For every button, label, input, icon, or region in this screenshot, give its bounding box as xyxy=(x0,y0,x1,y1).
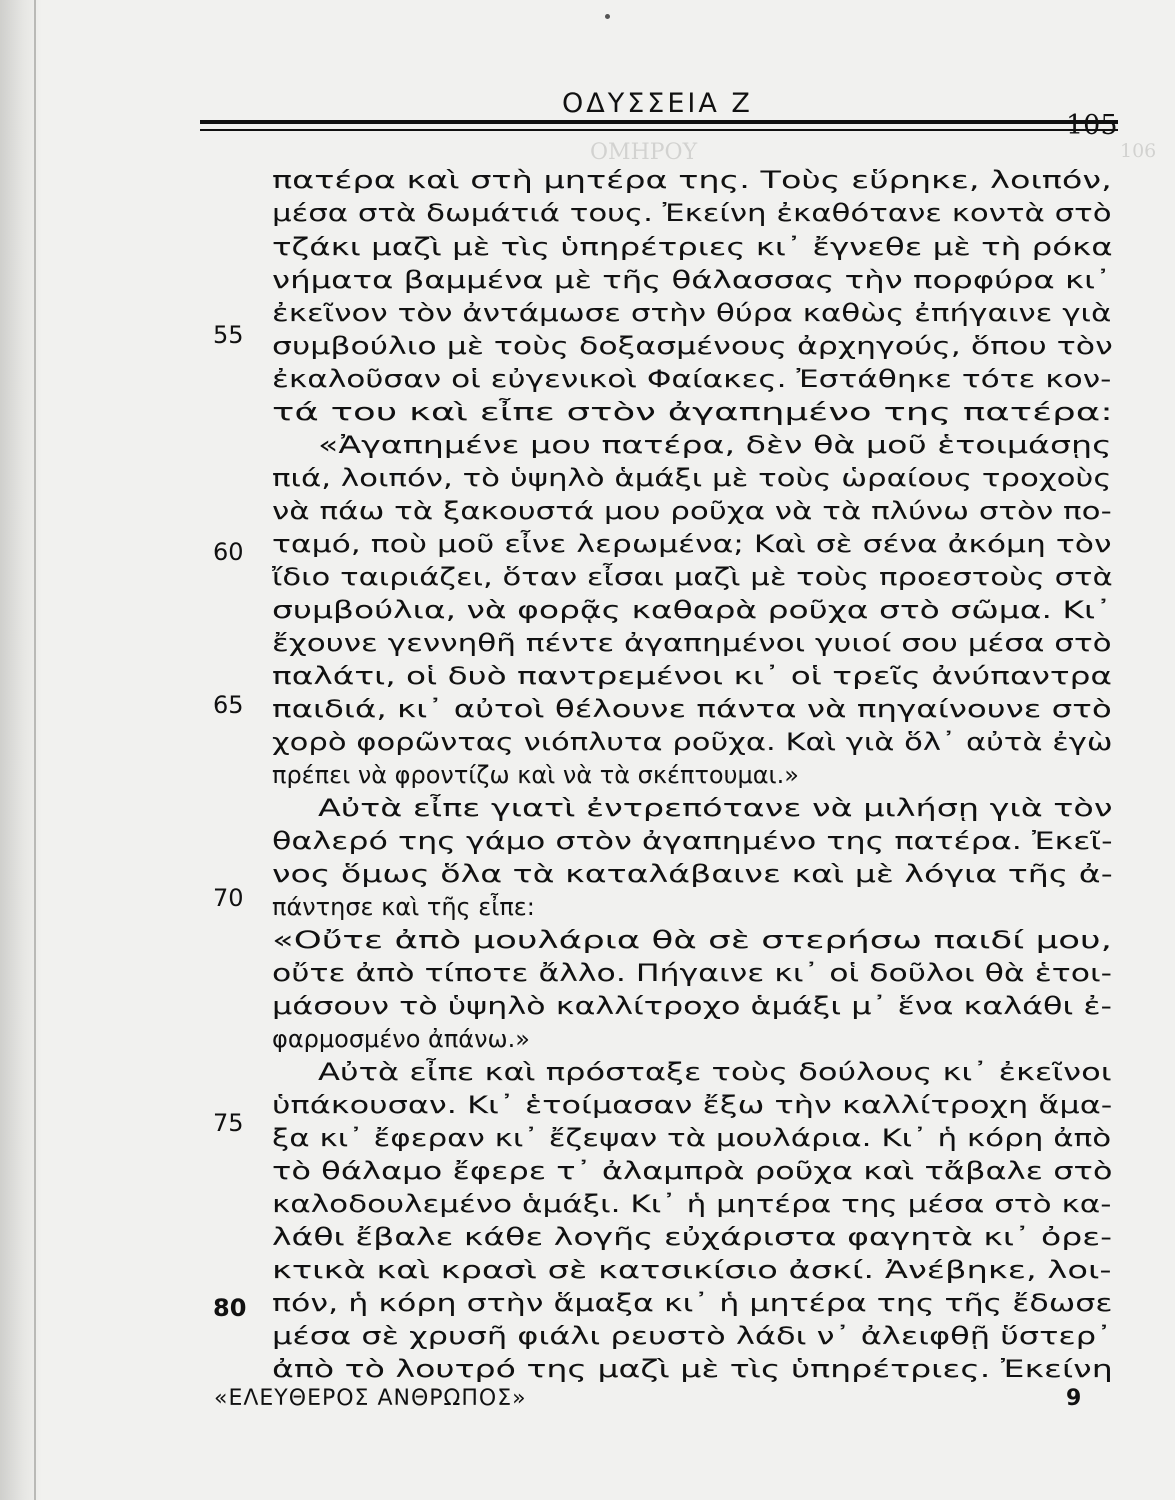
text-line: κτικὰ καὶ κρασὶ σὲ κατσικίσιο ἀσκί. Ἀνέβηκε, λοι- xyxy=(272,1256,1112,1284)
text-line: πάντησε καὶ τῆς εἶπε: xyxy=(272,893,535,921)
line-number-55: 55 xyxy=(213,321,244,349)
bleed-through-number: 106 xyxy=(1120,140,1157,162)
text-line: ἴδιο ταιριάζει, ὅταν εἶσαι μαζὶ μὲ τοὺς προεστοὺς στὰ xyxy=(272,563,1113,591)
text-line: νήματα βαμμένα μὲ τῆς θάλασσας τὴν πορφύρα κι᾽ xyxy=(272,266,1112,294)
bleed-through-title: ΟΜΗΡΟΥ xyxy=(590,140,698,165)
line-number-75: 75 xyxy=(213,1109,244,1137)
text-line: «Οὔτε ἀπὸ μουλάρια θὰ σὲ στερήσω παιδί μου, xyxy=(272,926,1112,954)
text-line: ταμό, ποὺ μοῦ εἶνε λερωμένα; Καὶ σὲ σένα ἀκόμη τὸν xyxy=(272,530,1112,558)
line-number-80: 80 xyxy=(213,1294,247,1322)
page-number: 105 xyxy=(1066,110,1118,141)
line-number-60: 60 xyxy=(213,538,244,566)
text-line: Αὐτὰ εἶπε καὶ πρόσταξε τοὺς δούλους κι᾽ ἐκεῖνοι xyxy=(318,1058,1112,1086)
text-line: νος ὅμως ὅλα τὰ καταλάβαινε καὶ μὲ λόγια τῆς ἀ- xyxy=(272,860,1113,888)
text-line: τὸ θάλαμο ἔφερε τ᾽ ἀλαμπρὰ ροῦχα καὶ τἄβαλε στὸ xyxy=(272,1157,1113,1185)
line-number-70: 70 xyxy=(213,884,244,912)
text-line: λάθι ἔβαλε κάθε λογῆς εὐχάριστα φαγητὰ κι᾽ ὀρε- xyxy=(272,1223,1113,1251)
text-line: συμβούλια, νὰ φορᾷς καθαρὰ ροῦχα στὸ σῶμα. Κι᾽ xyxy=(272,596,1112,624)
text-line: μέσα σὲ χρυσῆ φιάλι ρευστὸ λάδι ν᾽ ἀλειφθῇ ὕστερ᾽ xyxy=(272,1322,1113,1350)
text-line: μάσουν τὸ ὑψηλὸ καλλίτροχο ἁμάξι μ᾽ ἕνα καλάθι ἐ- xyxy=(272,992,1113,1020)
text-line: ὑπάκουσαν. Κι᾽ ἑτοίμασαν ἔξω τὴν καλλίτροχη ἅμα- xyxy=(272,1091,1113,1119)
text-line: παλάτι, οἱ δυὸ παντρεμένοι κι᾽ οἱ τρεῖς ἀνύπαντρα xyxy=(272,662,1113,690)
text-line: ἀπὸ τὸ λουτρό της μαζὶ μὲ τὶς ὑπηρέτριες. Ἐκείνη xyxy=(272,1355,1113,1383)
text-line: πρέπει νὰ φροντίζω καὶ νὰ τὰ σκέπτουμαι.» xyxy=(272,761,799,789)
text-line: νὰ πάω τὰ ξακουστά μου ροῦχα νὰ τὰ πλύνω στὸν πο- xyxy=(272,497,1112,525)
text-line: τά του καὶ εἶπε στὸν ἀγαπημένο της πατέρα: xyxy=(272,398,1113,426)
text-line: πιά, λοιπόν, τὸ ὑψηλὸ ἁμάξι μὲ τοὺς ὡραίους τροχοὺς xyxy=(272,464,1112,492)
text-line: καλοδουλεμένο ἁμάξι. Κι᾽ ἡ μητέρα της μέσα στὸ κα- xyxy=(272,1190,1112,1218)
text-line: πατέρα καὶ στὴ μητέρα της. Τοὺς εὕρηκε, λοιπόν, xyxy=(272,166,1112,194)
signature-mark: 9 xyxy=(1066,1386,1082,1411)
text-line: μέσα στὰ δωμάτιά τους. Ἐκείνη ἐκαθότανε κοντὰ στὸ xyxy=(272,199,1112,227)
text-line: τζάκι μαζὶ μὲ τὶς ὑπηρέτριες κι᾽ ἔγνεθε μὲ τὴ ρόκα xyxy=(272,233,1113,261)
text-line: θαλερό της γάμο στὸν ἀγαπημένο της πατέρα. Ἐκεῖ- xyxy=(272,827,1113,855)
line-number-65: 65 xyxy=(213,691,244,719)
footer-book-title: «ΕΛΕΥΘΕΡΟΣ ΑΝΘΡΩΠΟΣ» xyxy=(214,1386,527,1411)
text-line: πόν, ἡ κόρη στὴν ἅμαξα κι᾽ ἡ μητέρα της τῆς ἔδωσε xyxy=(272,1289,1113,1317)
text-line: «Ἀγαπημένε μου πατέρα, δὲν θὰ μοῦ ἑτοιμάσῃς xyxy=(318,431,1112,459)
text-line: ἐκαλοῦσαν οἱ εὐγενικοὶ Φαίακες. Ἐστάθηκε τότε κον- xyxy=(272,365,1112,393)
text-line: φαρμοσμένο ἀπάνω.» xyxy=(272,1025,530,1053)
text-line: συμβούλιο μὲ τοὺς δοξασμένους ἀρχηγούς, ὅπου τὸν xyxy=(272,332,1113,360)
text-line: παιδιά, κι᾽ αὐτοὶ θέλουνε πάντα νὰ πηγαίνουνε στὸ xyxy=(272,695,1112,723)
text-line: χορὸ φορῶντας νιόπλυτα ροῦχα. Καὶ γιὰ ὅλ᾽ αὐτὰ ἐγὼ xyxy=(272,728,1113,756)
running-title: ΟΔΥΣΣΕΙΑ Ζ xyxy=(562,88,753,119)
text-line: Αὐτὰ εἶπε γιατὶ ἐντρεπότανε νὰ μιλήσῃ γιὰ τὸν xyxy=(318,794,1113,822)
text-line: ξα κι᾽ ἔφεραν κι᾽ ἔζεψαν τὰ μουλάρια. Κι᾽ ἡ κόρη ἀπὸ xyxy=(272,1124,1112,1152)
text-line: οὔτε ἀπὸ τίποτε ἄλλο. Πήγαινε κι᾽ οἱ δοῦλοι θὰ ἑτοι- xyxy=(272,959,1113,987)
text-line: ἐκεῖνον τὸν ἀντάμωσε στὴν θύρα καθὼς ἐπήγαινε γιὰ xyxy=(272,299,1112,327)
text-line: ἔχουνε γεννηθῆ πέντε ἀγαπημένοι γυιοί σου μέσα στὸ xyxy=(272,629,1112,657)
